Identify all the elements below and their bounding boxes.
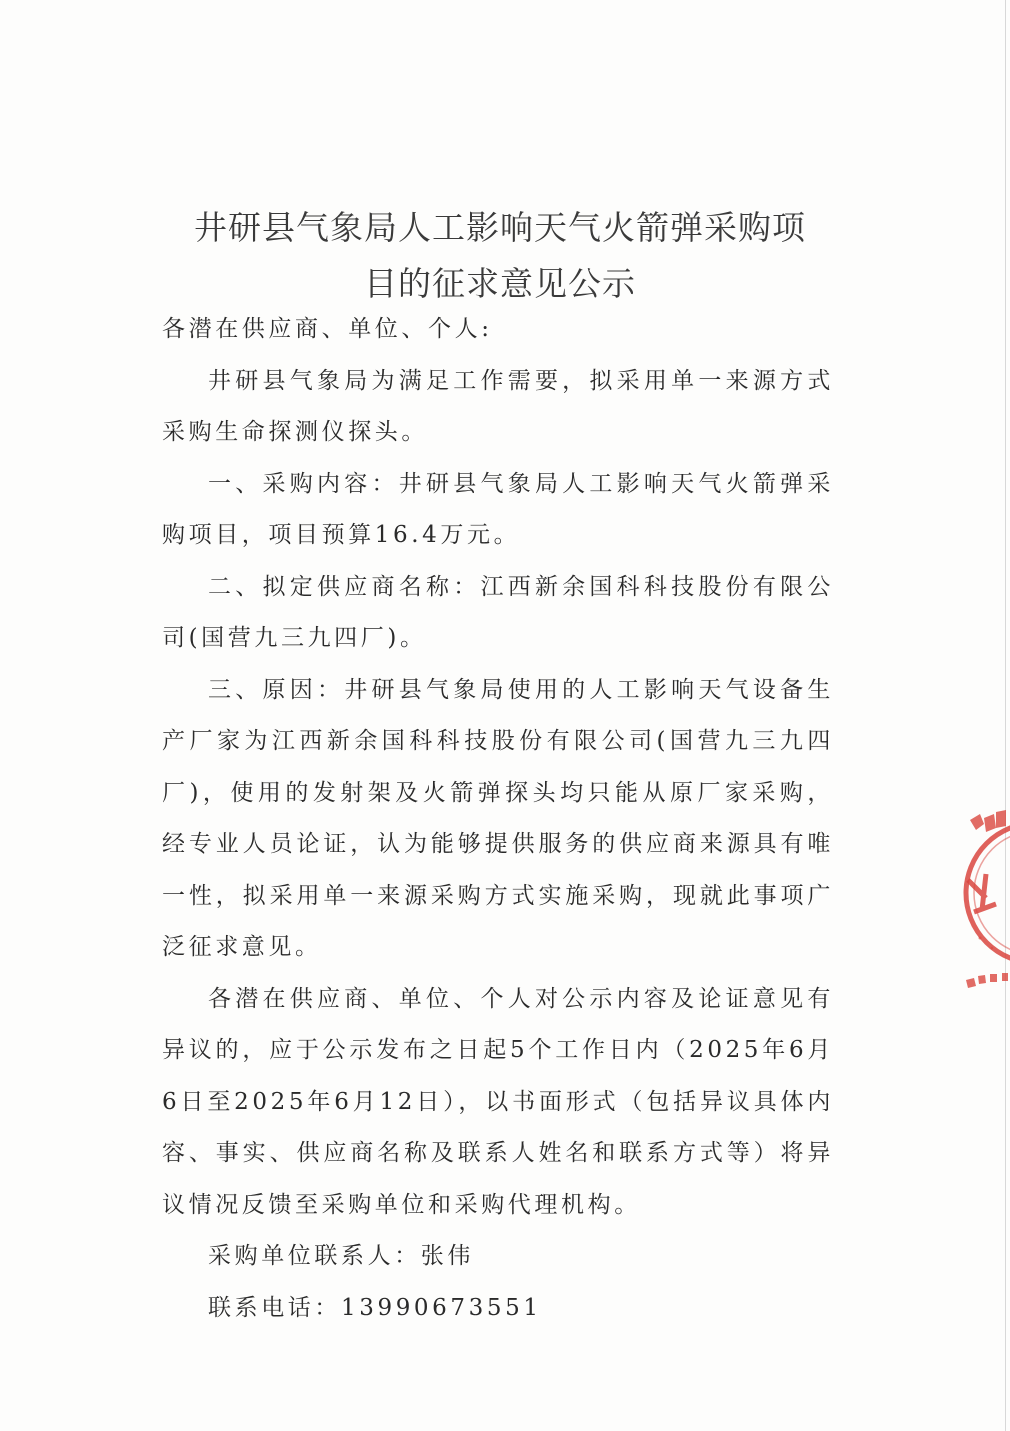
red-seal-icon: [958, 788, 1010, 998]
title-line-2: 目的征求意见公示: [364, 264, 636, 304]
document-body: [162, 304, 834, 1334]
document-title: [150, 200, 850, 312]
item-procurement-content: 一、采购内容：井研县气象局人工影响天气火箭弹采购项目，项目预算16.4万元。: [162, 470, 834, 548]
item-supplier-name: 二、拟定供应商名称：江西新余国科科技股份有限公司(国营九三九四厂)。: [162, 573, 834, 651]
title-line-1: 井研县气象局人工影响天气火箭弹采购项: [194, 208, 806, 248]
contact-person: 采购单位联系人：张伟: [208, 1243, 474, 1269]
contact-phone: 联系电话：13990673551: [208, 1294, 542, 1321]
page-edge: [1005, 0, 1006, 1431]
item-reason: 三、原因：井研县气象局使用的人工影响天气设备生产厂家为江西新余国科科技股份有限公司(国营九三九四厂)，使用的发射架及火箭弹探头均只能从原厂家采购，经专业人员论证，认为能够提供服务的供应商来源具有唯一性，拟采用单一来源采购方式实施采购，现就此事项广泛征求意见。: [162, 676, 834, 960]
salutation: 各潜在供应商、单位、个人:: [162, 316, 493, 342]
intro-paragraph: 井研县气象局为满足工作需要，拟采用单一来源方式采购生命探测仪探头。: [162, 367, 834, 445]
objection-paragraph: 各潜在供应商、单位、个人对公示内容及论证意见有异议的，应于公示发布之日起5个工作日内（2025年6月6日至2025年6月12日），以书面形式（包括异议具体内容、事实、供应商名称及联系人姓名和联系方式等）将异议情况反馈至采购单位和采购代理机构。: [162, 985, 834, 1218]
